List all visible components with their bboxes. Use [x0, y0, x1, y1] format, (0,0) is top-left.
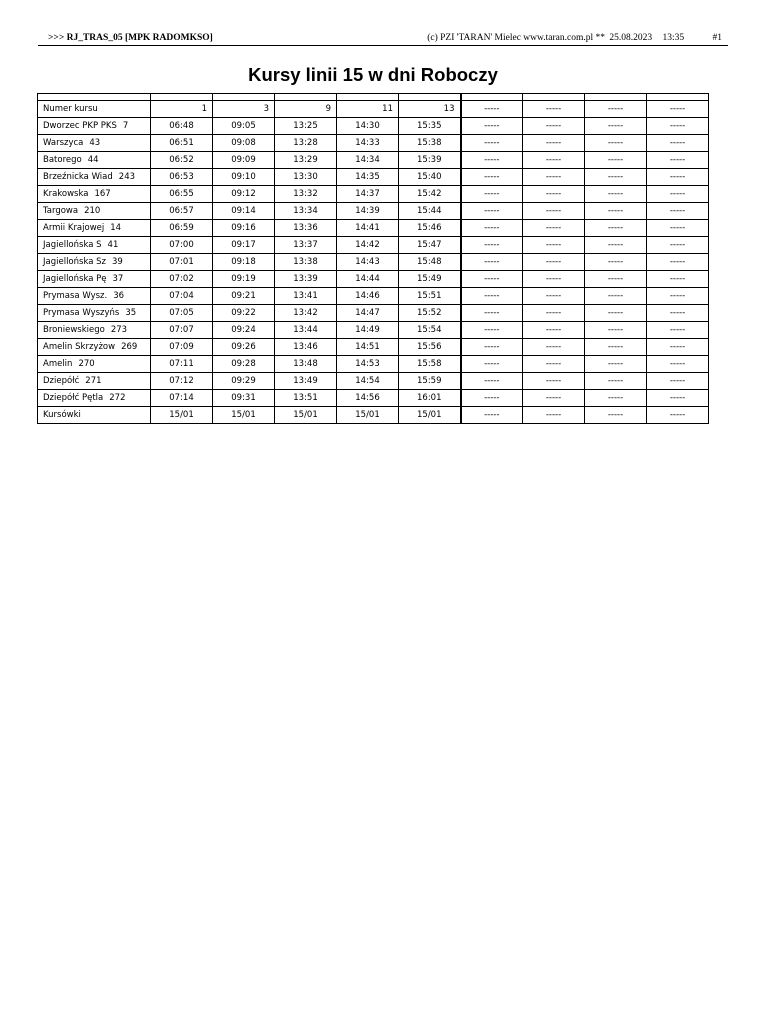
- departure-time: -----: [523, 203, 585, 220]
- departure-time: 14:30: [337, 118, 399, 135]
- course-number: -----: [523, 101, 585, 118]
- departure-time: 09:10: [213, 169, 275, 186]
- course-number: -----: [461, 101, 523, 118]
- stop-cell: [38, 271, 151, 288]
- departure-time: 14:56: [337, 390, 399, 407]
- stop-name: Krakowska: [43, 188, 89, 199]
- departure-time: 06:55: [151, 186, 213, 203]
- table-row: [38, 305, 709, 322]
- table-row: [38, 203, 709, 220]
- stop-name: Batorego: [43, 154, 82, 165]
- stop-number: 269: [121, 341, 138, 352]
- departure-time: -----: [585, 220, 647, 237]
- departure-time: -----: [585, 373, 647, 390]
- departure-time: 13:36: [275, 220, 337, 237]
- departure-time: -----: [523, 118, 585, 135]
- departure-time: -----: [461, 254, 523, 271]
- departure-time: 14:33: [337, 135, 399, 152]
- departure-time: -----: [461, 339, 523, 356]
- footer-value: 15/01: [213, 407, 275, 424]
- stop-cell: [38, 288, 151, 305]
- print-date: 25.08.2023: [609, 33, 653, 43]
- stop-name: Dziepółć Pętla: [43, 392, 104, 403]
- departure-time: 13:25: [275, 118, 337, 135]
- departure-time: -----: [647, 305, 709, 322]
- departure-time: 07:14: [151, 390, 213, 407]
- departure-time: -----: [647, 203, 709, 220]
- departure-time: -----: [523, 339, 585, 356]
- page-number: #1: [712, 33, 722, 43]
- departure-time: 13:44: [275, 322, 337, 339]
- departure-time: -----: [647, 118, 709, 135]
- stop-cell: [38, 186, 151, 203]
- stop-name: Brzeźnicka Wiad: [43, 171, 113, 182]
- footer-value: 15/01: [275, 407, 337, 424]
- departure-time: -----: [647, 237, 709, 254]
- footer-label: Kursówki: [38, 407, 151, 424]
- table-row: [38, 118, 709, 135]
- stop-cell: [38, 220, 151, 237]
- stop-name: Jagiellońska Pę: [43, 273, 107, 284]
- stop-name: Amelin Skrzyżow: [43, 341, 116, 352]
- stop-number: 39: [111, 256, 123, 267]
- departure-time: 09:17: [213, 237, 275, 254]
- table-row: [38, 271, 709, 288]
- stop-cell: [38, 339, 151, 356]
- departure-time: 15:44: [399, 203, 461, 220]
- departure-time: -----: [461, 390, 523, 407]
- departure-time: -----: [461, 322, 523, 339]
- departure-time: -----: [585, 390, 647, 407]
- departure-time: -----: [461, 220, 523, 237]
- departure-time: 14:53: [337, 356, 399, 373]
- stop-name: Amelin: [43, 358, 73, 369]
- departure-time: -----: [585, 169, 647, 186]
- stop-number: 37: [112, 273, 124, 284]
- departure-time: -----: [647, 220, 709, 237]
- departure-time: 09:22: [213, 305, 275, 322]
- departure-time: 14:37: [337, 186, 399, 203]
- departure-time: 07:12: [151, 373, 213, 390]
- departure-time: 13:29: [275, 152, 337, 169]
- departure-time: 14:44: [337, 271, 399, 288]
- departure-time: 09:19: [213, 271, 275, 288]
- departure-time: -----: [461, 237, 523, 254]
- departure-time: 13:41: [275, 288, 337, 305]
- departure-time: 15:48: [399, 254, 461, 271]
- departure-time: 09:12: [213, 186, 275, 203]
- departure-time: 15:51: [399, 288, 461, 305]
- departure-time: -----: [585, 271, 647, 288]
- footer-value: -----: [585, 407, 647, 424]
- departure-time: -----: [461, 305, 523, 322]
- departure-time: -----: [523, 322, 585, 339]
- departure-time: -----: [523, 390, 585, 407]
- departure-time: 16:01: [399, 390, 461, 407]
- table-row: [38, 373, 709, 390]
- departure-time: -----: [523, 356, 585, 373]
- departure-time: -----: [461, 203, 523, 220]
- departure-time: 13:30: [275, 169, 337, 186]
- departure-time: 13:49: [275, 373, 337, 390]
- footer-value: 15/01: [337, 407, 399, 424]
- departure-time: 14:42: [337, 237, 399, 254]
- stop-number: 43: [89, 137, 101, 148]
- stop-cell: [38, 152, 151, 169]
- table-spacer-row: [38, 94, 709, 101]
- departure-time: -----: [647, 254, 709, 271]
- stop-number: 14: [110, 222, 122, 233]
- departure-time: 09:21: [213, 288, 275, 305]
- table-row: [38, 169, 709, 186]
- departure-time: -----: [523, 152, 585, 169]
- departure-time: -----: [647, 322, 709, 339]
- stop-number: 41: [107, 239, 119, 250]
- stop-name: Warszyca: [43, 137, 84, 148]
- stop-number: 36: [113, 290, 125, 301]
- stop-number: 271: [85, 375, 102, 386]
- table-row: [38, 254, 709, 271]
- spacer-cell: [523, 94, 585, 101]
- stop-cell: [38, 118, 151, 135]
- departure-time: 15:39: [399, 152, 461, 169]
- departure-time: -----: [461, 356, 523, 373]
- table-row: [38, 339, 709, 356]
- page-title: Kursy linii 15 w dni Roboczy: [248, 64, 498, 85]
- course-number: 1: [151, 101, 213, 118]
- timetable: [37, 93, 709, 424]
- stop-name: Dworzec PKP PKS: [43, 120, 117, 131]
- course-number: 11: [337, 101, 399, 118]
- departure-time: -----: [585, 356, 647, 373]
- departure-time: 13:39: [275, 271, 337, 288]
- departure-time: 13:37: [275, 237, 337, 254]
- course-label: Numer kursu: [38, 101, 151, 118]
- course-number: -----: [647, 101, 709, 118]
- departure-time: 06:52: [151, 152, 213, 169]
- departure-time: -----: [523, 271, 585, 288]
- header-rule: [38, 45, 728, 46]
- departure-time: -----: [461, 288, 523, 305]
- report-id: >>> RJ_TRAS_05 [MPK RADOMKSO]: [48, 33, 213, 43]
- departure-time: 15:54: [399, 322, 461, 339]
- departure-time: 09:26: [213, 339, 275, 356]
- spacer-cell: [647, 94, 709, 101]
- timetable-body: [38, 94, 709, 424]
- table-row: [38, 322, 709, 339]
- table-row: [38, 152, 709, 169]
- departure-time: -----: [647, 390, 709, 407]
- course-number: 13: [399, 101, 461, 118]
- spacer-cell: [38, 94, 151, 101]
- stop-cell: [38, 373, 151, 390]
- table-row: [38, 390, 709, 407]
- departure-time: -----: [461, 118, 523, 135]
- stop-cell: [38, 322, 151, 339]
- stop-number: 243: [118, 171, 136, 182]
- departure-time: 15:46: [399, 220, 461, 237]
- departure-time: -----: [647, 186, 709, 203]
- departure-time: -----: [585, 118, 647, 135]
- stop-number: 44: [87, 154, 99, 165]
- departure-time: 09:05: [213, 118, 275, 135]
- departure-time: -----: [523, 305, 585, 322]
- departure-time: -----: [585, 152, 647, 169]
- departure-time: -----: [523, 373, 585, 390]
- departure-time: 06:57: [151, 203, 213, 220]
- stop-name: Jagiellońska Sz: [43, 256, 106, 267]
- departure-time: 13:51: [275, 390, 337, 407]
- departure-time: -----: [523, 135, 585, 152]
- departure-time: 14:51: [337, 339, 399, 356]
- table-row: [38, 288, 709, 305]
- table-row: [38, 135, 709, 152]
- print-time: 13:35: [662, 33, 685, 43]
- stop-name: Dziepółć: [43, 375, 80, 386]
- departure-time: -----: [647, 356, 709, 373]
- departure-time: -----: [647, 339, 709, 356]
- departure-time: -----: [585, 237, 647, 254]
- stop-name: Jagiellońska S: [43, 239, 102, 250]
- departure-time: 07:09: [151, 339, 213, 356]
- table-row: [38, 186, 709, 203]
- departure-time: -----: [523, 254, 585, 271]
- departure-time: -----: [585, 322, 647, 339]
- course-number: 9: [275, 101, 337, 118]
- report-meta: [425, 33, 722, 43]
- departure-time: 15:49: [399, 271, 461, 288]
- stop-cell: [38, 237, 151, 254]
- departure-time: -----: [523, 220, 585, 237]
- course-number: 3: [213, 101, 275, 118]
- departure-time: -----: [585, 135, 647, 152]
- table-row: [38, 220, 709, 237]
- departure-time: 13:48: [275, 356, 337, 373]
- stop-name: Broniewskiego: [43, 324, 105, 335]
- departure-time: -----: [461, 169, 523, 186]
- footer-value: -----: [461, 407, 523, 424]
- departure-time: -----: [585, 254, 647, 271]
- departure-time: -----: [647, 271, 709, 288]
- footer-value: -----: [647, 407, 709, 424]
- footer-value: 15/01: [399, 407, 461, 424]
- departure-time: -----: [523, 237, 585, 254]
- departure-time: 09:28: [213, 356, 275, 373]
- departure-time: 09:31: [213, 390, 275, 407]
- stop-number: 272: [109, 392, 126, 403]
- departure-time: 14:39: [337, 203, 399, 220]
- spacer-cell: [337, 94, 399, 101]
- departure-time: -----: [585, 305, 647, 322]
- departure-time: 13:34: [275, 203, 337, 220]
- departure-time: 07:02: [151, 271, 213, 288]
- spacer-cell: [585, 94, 647, 101]
- departure-time: -----: [461, 271, 523, 288]
- footer-value: 15/01: [151, 407, 213, 424]
- spacer-cell: [461, 94, 523, 101]
- departure-time: 15:42: [399, 186, 461, 203]
- departure-time: 13:46: [275, 339, 337, 356]
- departure-time: 15:38: [399, 135, 461, 152]
- departure-time: -----: [585, 339, 647, 356]
- departure-time: -----: [523, 186, 585, 203]
- departure-time: -----: [647, 288, 709, 305]
- departure-time: 07:00: [151, 237, 213, 254]
- stop-name: Armii Krajowej: [43, 222, 105, 233]
- departure-time: 09:29: [213, 373, 275, 390]
- course-number-row: [38, 101, 709, 118]
- departure-time: 06:48: [151, 118, 213, 135]
- departure-time: 14:34: [337, 152, 399, 169]
- departure-time: 15:59: [399, 373, 461, 390]
- departure-time: 14:54: [337, 373, 399, 390]
- departure-time: 15:56: [399, 339, 461, 356]
- departure-time: 14:43: [337, 254, 399, 271]
- spacer-cell: [151, 94, 213, 101]
- stop-cell: [38, 169, 151, 186]
- departure-time: 09:09: [213, 152, 275, 169]
- stop-name: Prymasa Wysz.: [43, 290, 108, 301]
- departure-time: 13:32: [275, 186, 337, 203]
- departure-time: 13:42: [275, 305, 337, 322]
- departure-time: -----: [647, 373, 709, 390]
- stop-number: 7: [122, 120, 129, 131]
- stop-cell: [38, 390, 151, 407]
- departure-time: 14:49: [337, 322, 399, 339]
- departure-time: -----: [647, 135, 709, 152]
- departure-time: -----: [585, 203, 647, 220]
- departure-time: 07:05: [151, 305, 213, 322]
- departure-time: 15:58: [399, 356, 461, 373]
- table-row: [38, 237, 709, 254]
- departure-time: 06:53: [151, 169, 213, 186]
- stop-number: 167: [94, 188, 111, 199]
- table-row: [38, 356, 709, 373]
- stop-number: 35: [125, 307, 137, 318]
- course-number: -----: [585, 101, 647, 118]
- departure-time: -----: [647, 152, 709, 169]
- stop-cell: [38, 305, 151, 322]
- departure-time: 07:07: [151, 322, 213, 339]
- copyright: (c) PZI 'TARAN' Mielec www.taran.com.pl **: [427, 33, 605, 43]
- departure-time: 14:35: [337, 169, 399, 186]
- departure-time: 09:14: [213, 203, 275, 220]
- departure-time: 15:35: [399, 118, 461, 135]
- departure-time: 15:52: [399, 305, 461, 322]
- departure-time: 13:28: [275, 135, 337, 152]
- departure-time: 15:47: [399, 237, 461, 254]
- departure-time: 09:24: [213, 322, 275, 339]
- departure-time: 09:18: [213, 254, 275, 271]
- departure-time: -----: [585, 186, 647, 203]
- departure-time: 07:11: [151, 356, 213, 373]
- departure-time: -----: [461, 135, 523, 152]
- departure-time: -----: [461, 186, 523, 203]
- spacer-cell: [399, 94, 461, 101]
- departure-time: 14:41: [337, 220, 399, 237]
- spacer-cell: [213, 94, 275, 101]
- departure-time: -----: [523, 288, 585, 305]
- stop-cell: [38, 356, 151, 373]
- stop-cell: [38, 203, 151, 220]
- footer-value: -----: [523, 407, 585, 424]
- stop-number: 210: [84, 205, 101, 216]
- footer-row: [38, 407, 709, 424]
- departure-time: 14:46: [337, 288, 399, 305]
- stop-cell: [38, 254, 151, 271]
- report-header: [38, 30, 728, 46]
- departure-time: 09:08: [213, 135, 275, 152]
- departure-time: -----: [585, 288, 647, 305]
- departure-time: 06:59: [151, 220, 213, 237]
- departure-time: 13:38: [275, 254, 337, 271]
- stop-number: 273: [110, 324, 128, 335]
- departure-time: -----: [647, 169, 709, 186]
- departure-time: 14:47: [337, 305, 399, 322]
- departure-time: -----: [523, 169, 585, 186]
- spacer-cell: [275, 94, 337, 101]
- departure-time: 06:51: [151, 135, 213, 152]
- departure-time: -----: [461, 373, 523, 390]
- departure-time: 15:40: [399, 169, 461, 186]
- departure-time: 07:04: [151, 288, 213, 305]
- stop-name: Targowa: [43, 205, 79, 216]
- departure-time: 07:01: [151, 254, 213, 271]
- departure-time: 09:16: [213, 220, 275, 237]
- stop-name: Prymasa Wyszyńs: [43, 307, 120, 318]
- stop-cell: [38, 135, 151, 152]
- stop-number: 270: [78, 358, 95, 369]
- departure-time: -----: [461, 152, 523, 169]
